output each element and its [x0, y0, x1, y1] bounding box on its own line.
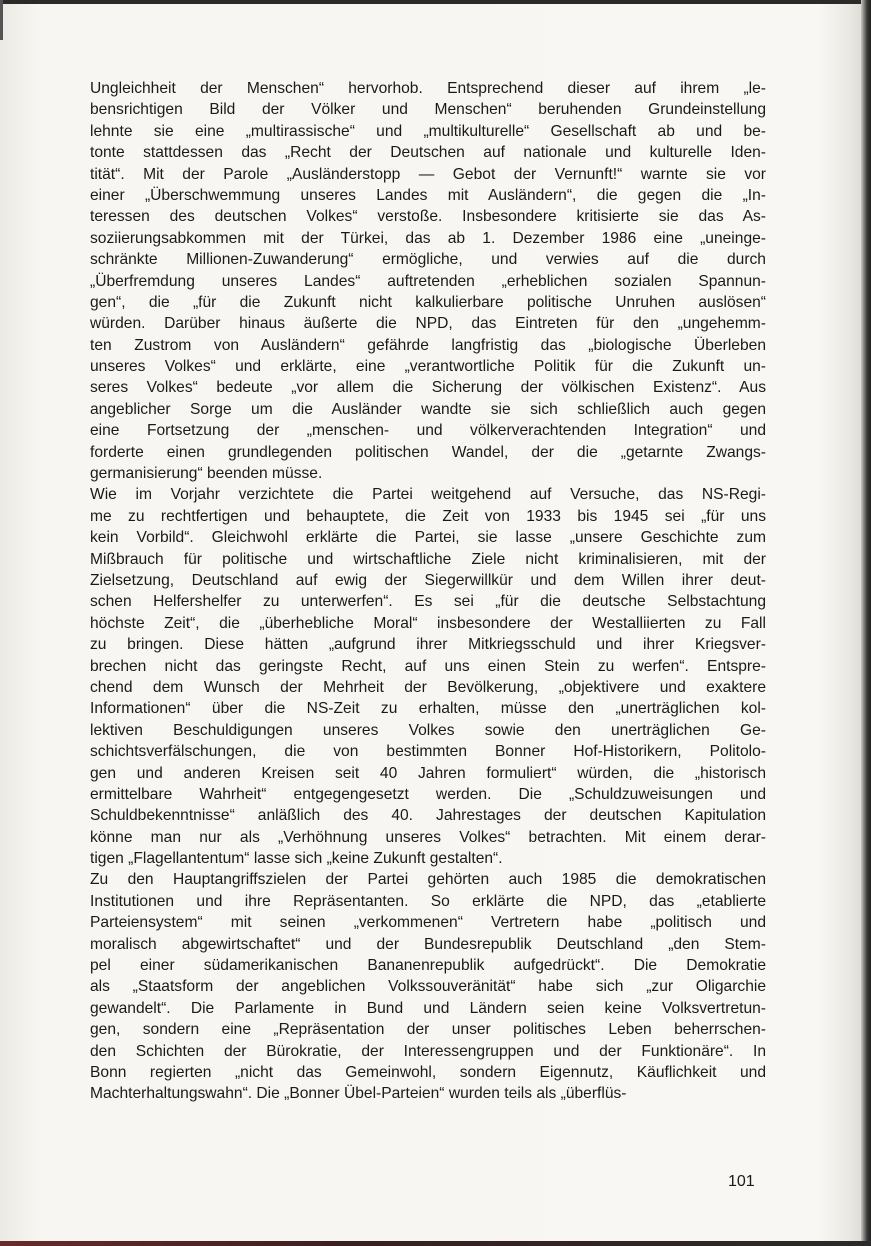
page-number: 101: [728, 1173, 755, 1190]
text-line: Parteiensystem“ mit seinen „verkommenen“ Vertretern habe „politisch und: [90, 914, 766, 932]
text-line: „Überfremdung unseres Landes“ auftretenden „erheblichen sozialen Spannun-: [90, 272, 766, 290]
text-line: Machterhaltungswahn“. Die „Bonner Übel-Parteien“ wurden teils als „überflüs-: [90, 1085, 627, 1103]
text-line: me zu rechtfertigen und behauptete, die Zeit von 1933 bis 1945 sei „für uns: [90, 507, 766, 525]
text-line: schen Helfershelfer zu unterwerfen“. Es sei „für die deutsche Selbstachtung: [90, 593, 766, 611]
text-line: ermittelbare Wahrheit“ entgegengesetzt werden. Die „Schuldzuweisungen und: [90, 785, 766, 803]
text-line: könne man nur als „Verhöhnung unseres Volkes“ betrachten. Mit einem derar-: [90, 828, 766, 846]
book-spine-shadow: [861, 0, 871, 1246]
text-line: eine Fortsetzung der „menschen- und völkerverachtenden Integration“ und: [90, 422, 766, 440]
text-line: höchste Zeit“, die „überhebliche Moral“ insbesondere der Westalliierten zu Fall: [90, 614, 766, 632]
text-line: ten Zustrom von Ausländern“ gefährde langfristig das „biologische Überleben: [90, 336, 766, 354]
text-line: Zielsetzung, Deutschland auf ewig der Siegerwillkür und dem Willen ihrer deut-: [90, 571, 766, 589]
text-line: schichtsverfälschungen, die von bestimmten Bonner Hof-Historikern, Politolo-: [90, 743, 766, 761]
text-line: zu bringen. Diese hätten „aufgrund ihrer Mitkriegsschuld und ihrer Kriegsver-: [90, 636, 766, 654]
text-line: pel einer südamerikanischen Bananenrepublik aufgedrückt“. Die Demokratie: [90, 957, 766, 975]
scan-edge-left: [0, 0, 3, 40]
text-line: als „Staatsform der angeblichen Volkssouveränität“ habe sich „zur Oligarchie: [90, 978, 766, 996]
text-line: tonte stattdessen das „Recht der Deutschen auf nationale und kulturelle Iden-: [90, 144, 766, 162]
text-line: Bonn regierten „nicht das Gemeinwohl, sondern Eigennutz, Käuflichkeit und: [90, 1063, 766, 1081]
text-line: den Schichten der Bürokratie, der Interessengruppen und der Funktionäre“. In: [90, 1042, 766, 1060]
text-line: lehnte sie eine „multirassische“ und „multikulturelle“ Gesellschaft ab und be-: [90, 122, 766, 140]
text-line: Ungleichheit der Menschen“ hervorhob. Entsprechend dieser auf ihrem „le-: [90, 80, 766, 97]
text-line: kein Vorbild“. Gleichwohl erklärte die Partei, sie lasse „unsere Geschichte zum: [90, 529, 766, 547]
text-line: würden. Darüber hinaus äußerte die NPD, das Eintreten für den „ungehemm-: [90, 315, 766, 333]
scan-edge-bottom: [0, 1241, 871, 1246]
text-line: Institutionen und ihre Repräsentanten. So erklärte die NPD, das „etablierte: [90, 892, 766, 910]
text-line: Mißbrauch für politische und wirtschaftliche Ziele nicht kriminalisieren, mit der: [90, 550, 766, 568]
text-line: Wie im Vorjahr verzichtete die Partei weitgehend auf Versuche, das NS-Regi-: [90, 486, 766, 504]
text-line: forderte einen grundlegenden politischen Wandel, der die „getarnte Zwangs-: [90, 443, 766, 461]
text-line: gen und anderen Kreisen seit 40 Jahren formuliert“ würden, die „historisch: [90, 764, 766, 782]
body-text: [90, 78, 766, 1105]
text-line: moralisch abgewirtschaftet“ und der Bundesrepublik Deutschland „den Stem-: [90, 935, 766, 953]
text-line: chend dem Wunsch der Mehrheit der Bevölkerung, „objektivere und exaktere: [90, 678, 766, 696]
text-line: schränkte Millionen-Zuwanderung“ ermögliche, und verwies auf die durch: [90, 251, 766, 269]
text-line: bensrichtigen Bild der Völker und Menschen“ beruhenden Grundeinstellung: [90, 101, 766, 119]
text-line: einer „Überschwemmung unseres Landes mit Ausländern“, die gegen die „In-: [90, 186, 766, 204]
paragraph: [90, 484, 766, 869]
paragraph: [90, 869, 766, 1104]
text-line: soziierungsabkommen mit der Türkei, das ab 1. Dezember 1986 eine „uneinge-: [90, 229, 766, 247]
scan-edge-top: [0, 0, 871, 4]
text-line: seres Volkes“ bedeute „vor allem die Sicherung der völkischen Existenz“. Aus: [90, 379, 766, 397]
text-line: Informationen“ über die NS-Zeit zu erhalten, müsse den „unerträglichen kol-: [90, 700, 766, 718]
paragraph: [90, 78, 766, 484]
text-line: gewandelt“. Die Parlamente in Bund und Ländern seien keine Volksvertretun-: [90, 999, 766, 1017]
text-line: lektiven Beschuldigungen unseres Volkes sowie den unerträglichen Ge-: [90, 721, 766, 739]
text-line: gen, sondern eine „Repräsentation der unser politisches Leben beherrschen-: [90, 1021, 766, 1039]
text-line: tität“. Mit der Parole „Ausländerstopp — Gebot der Vernunft!“ warnte sie vor: [90, 165, 766, 183]
text-line: germanisierung“ beenden müsse.: [90, 465, 323, 483]
text-line: tigen „Flagellantentum“ lasse sich „keine Zukunft gestalten“.: [90, 850, 503, 868]
text-line: angeblicher Sorge um die Ausländer wandte sie sich schließlich auch gegen: [90, 400, 766, 418]
text-line: Schuldbekenntnisse“ anläßlich des 40. Jahrestages der deutschen Kapitulation: [90, 807, 766, 825]
text-line: brechen nicht das geringste Recht, auf uns einen Stein zu werfen“. Entspre-: [90, 657, 766, 675]
text-line: gen“, die „für die Zukunft nicht kalkulierbare politische Unruhen auslösen“: [90, 293, 766, 311]
text-line: Zu den Hauptangriffszielen der Partei gehörten auch 1985 die demokratischen: [90, 871, 766, 889]
text-line: unseres Volkes“ und erklärte, eine „verantwortliche Politik für die Zukunft un-: [90, 358, 766, 376]
text-line: teressen des deutschen Volkes“ verstoße. Insbesondere kritisierte sie das As-: [90, 208, 766, 226]
